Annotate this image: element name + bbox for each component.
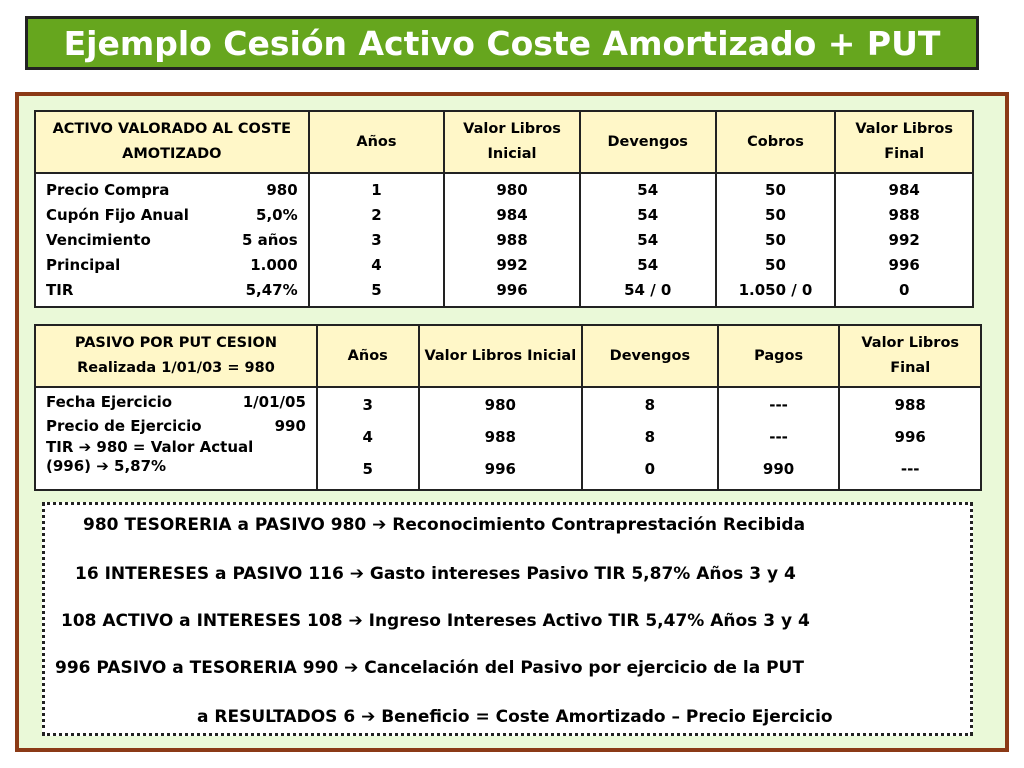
column-header: Valor Libros Inicial	[419, 325, 582, 387]
pasivo-table	[34, 324, 982, 491]
column-header: ACTIVO VALORADO AL COSTE AMOTIZADO	[35, 111, 309, 173]
activo-table	[34, 110, 974, 308]
term-value: 980	[266, 181, 298, 199]
table-cell: 5	[371, 281, 382, 299]
table-cell: 984	[888, 181, 920, 199]
table-cell: ---	[900, 460, 920, 478]
term-row	[36, 228, 308, 253]
put-terms	[36, 391, 316, 438]
column-header: Valor Libros Inicial	[444, 111, 580, 173]
table-cell: 54	[637, 206, 659, 224]
term-value: 5,0%	[256, 206, 298, 224]
table-cell: 50	[765, 181, 786, 199]
valor-inicial-column	[420, 389, 581, 485]
column-header: Valor Libros Final	[835, 111, 973, 173]
table-cell: 54	[637, 256, 659, 274]
table-cell: 992	[888, 231, 920, 249]
table-cell: 2	[371, 206, 382, 224]
journal-entry: 108 ACTIVO a INTERESES 108 ➔ Ingreso Intereses Activo TIR 5,47% Años 3 y 4	[61, 611, 810, 631]
table-cell: 3	[371, 231, 382, 249]
table-cell: 996	[496, 281, 528, 299]
table-cell: 980	[496, 181, 528, 199]
term-label: Precio de Ejercicio	[46, 416, 202, 435]
term-row	[36, 415, 316, 439]
table-cell: 8	[644, 396, 656, 414]
term-value: 990	[274, 416, 306, 435]
cobros-column	[717, 178, 835, 303]
table-cell: 984	[496, 206, 528, 224]
journal-entries-box	[42, 502, 973, 736]
table-cell: 50	[765, 231, 786, 249]
column-header: Pagos	[718, 325, 840, 387]
tir-note: TIR ➔ 980 = Valor Actual (996) ➔ 5,87%	[46, 438, 254, 475]
column-header: Devengos	[582, 325, 718, 387]
term-label: TIR	[46, 281, 74, 299]
column-header: Cobros	[716, 111, 836, 173]
table-cell: 996	[894, 428, 926, 446]
anos-column	[318, 389, 418, 485]
table-cell: 0	[898, 281, 910, 299]
term-value: 1.000	[250, 256, 298, 274]
table-cell: 50	[765, 256, 786, 274]
table-cell: 5	[362, 460, 373, 478]
table-cell: 0	[644, 460, 656, 478]
table-cell: 992	[496, 256, 528, 274]
table-cell: 980	[484, 396, 516, 414]
journal-entry: 980 TESORERIA a PASIVO 980 ➔ Reconocimiento Contraprestación Recibida	[83, 515, 806, 535]
column-header: Devengos	[580, 111, 716, 173]
table-cell: 54	[637, 181, 659, 199]
table-cell: ---	[769, 428, 788, 446]
term-value: 1/01/05	[242, 393, 306, 411]
term-label: Principal	[46, 256, 121, 274]
table-cell: 990	[762, 460, 795, 478]
devengos-column	[581, 178, 715, 303]
term-label: Cupón Fijo Anual	[46, 206, 189, 224]
term-row	[36, 178, 308, 203]
term-label: Precio Compra	[46, 181, 170, 199]
asset-terms	[36, 178, 308, 303]
anos-column	[310, 178, 444, 303]
table-cell: 4	[362, 428, 373, 446]
valor-final-column	[840, 389, 980, 485]
term-label: Fecha Ejercicio	[46, 393, 173, 411]
table-cell: ---	[769, 396, 788, 414]
table-cell: 996	[888, 256, 920, 274]
column-header: Años	[317, 325, 419, 387]
column-header: PASIVO POR PUT CESION Realizada 1/01/03 = 980	[35, 325, 317, 387]
valor-inicial-column	[445, 178, 579, 303]
term-value: 5,47%	[245, 281, 298, 299]
term-row	[36, 391, 316, 415]
page-title: Ejemplo Cesión Activo Coste Amortizado + PUT	[25, 16, 979, 70]
table-cell: 8	[644, 428, 656, 446]
term-row	[36, 203, 308, 228]
column-header: Años	[309, 111, 445, 173]
journal-entry: 16 INTERESES a PASIVO 116 ➔ Gasto intereses Pasivo TIR 5,87% Años 3 y 4	[75, 564, 796, 584]
table-cell: 50	[765, 206, 786, 224]
table-cell: 1	[371, 181, 382, 199]
table-cell: 988	[894, 396, 926, 414]
table-cell: 988	[888, 206, 920, 224]
term-value: 5 años	[241, 231, 298, 249]
column-header: Valor Libros Final	[839, 325, 981, 387]
table-cell: 54 / 0	[624, 281, 672, 299]
table-cell: 1.050 / 0	[738, 281, 813, 299]
term-label: Vencimiento	[46, 231, 151, 249]
journal-entry: 996 PASIVO a TESORERIA 990 ➔ Cancelación del Pasivo por ejercicio de la PUT	[55, 658, 804, 678]
table-cell: 988	[496, 231, 528, 249]
pagos-column	[719, 389, 839, 485]
term-row	[36, 278, 308, 303]
table-cell: 3	[362, 396, 373, 414]
table-cell: 54	[637, 231, 659, 249]
table-cell: 988	[484, 428, 516, 446]
table-cell: 996	[484, 460, 516, 478]
valor-final-column	[836, 178, 972, 303]
devengos-column	[583, 389, 717, 485]
term-row	[36, 253, 308, 278]
journal-entry: a RESULTADOS 6 ➔ Beneficio = Coste Amortizado – Precio Ejercicio	[197, 707, 833, 727]
table-cell: 4	[371, 256, 382, 274]
